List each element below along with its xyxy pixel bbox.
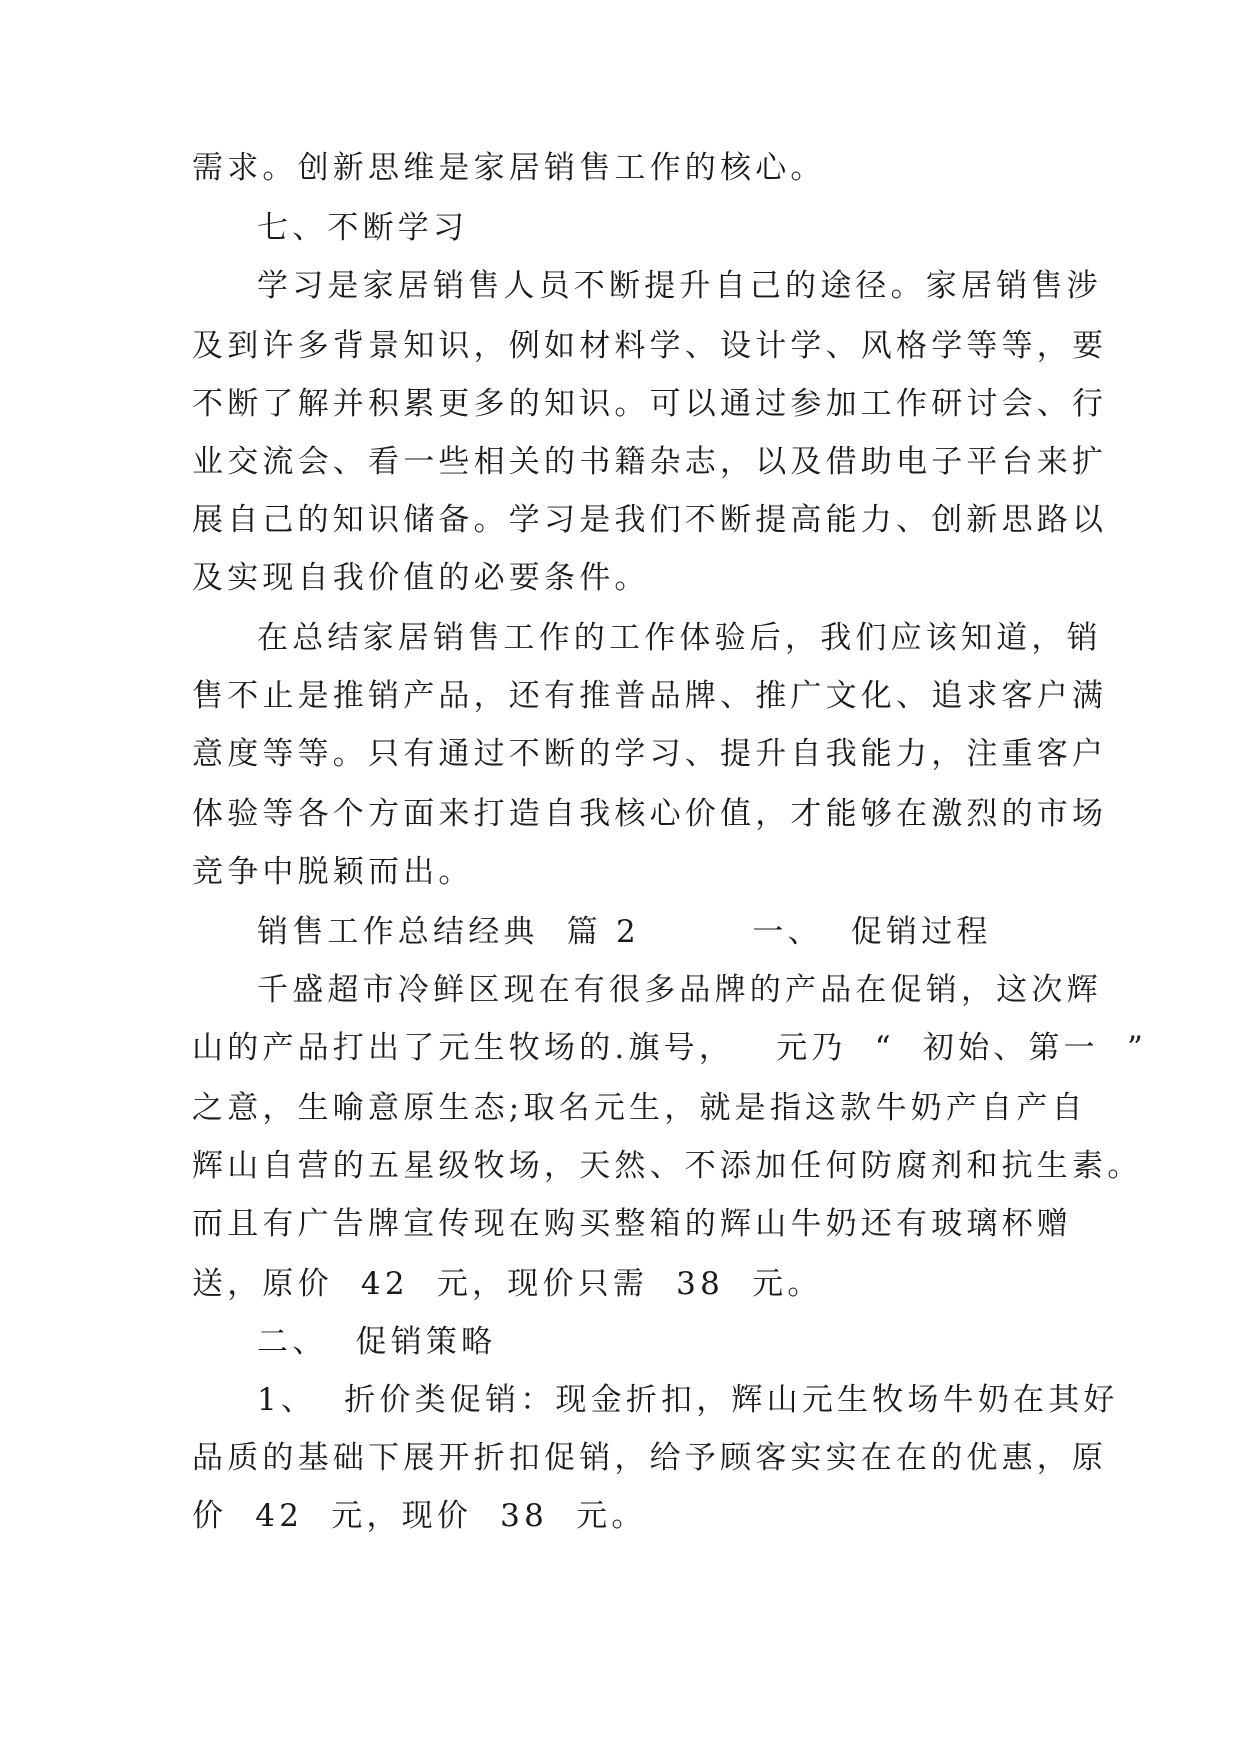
text-line: 价 42 元，现价 38 元。 (192, 1498, 647, 1534)
text-line: 千盛超市冷鲜区现在有很多品牌的产品在促销，这次辉 (257, 972, 1102, 1008)
text-line: 山的产品打出了元生牧场的.旗号， 元乃 “ 初始、第一 ” (192, 1030, 1148, 1066)
text-line: 品质的基础下展开折扣促销，给予顾客实实在在的优惠，原 (192, 1440, 1108, 1476)
text-line: 1、 折价类促销：现金折扣，辉山元生牧场牛奶在其好 (257, 1382, 1119, 1418)
text-line: 学习是家居销售人员不断提升自己的途径。家居销售涉 (257, 268, 1102, 304)
text-line: 在总结家居销售工作的工作体验后，我们应该知道，销 (257, 620, 1102, 656)
text-line: 业交流会、看一些相关的书籍杂志，以及借助电子平台来扩 (192, 444, 1108, 480)
section-heading: 七、不断学习 (257, 210, 469, 246)
text-line: 竞争中脱颖而出。 (192, 854, 474, 890)
text-line: 送，原价 42 元，现价只需 38 元。 (192, 1266, 823, 1302)
text-line: 及实现自我价值的必要条件。 (192, 560, 650, 596)
text-line: 而且有广告牌宣传现在购买整箱的辉山牛奶还有玻璃杯赠 (192, 1206, 1072, 1242)
text-line: 展自己的知识储备。学习是我们不断提高能力、创新思路以 (192, 502, 1108, 538)
text-line: 辉山自营的五星级牧场，天然、不添加任何防腐剂和抗生素。 (192, 1148, 1143, 1184)
text-line: 不断了解并积累更多的知识。可以通过参加工作研讨会、行 (192, 386, 1108, 422)
text-line: 之意，生喻意原生态;取名元生，就是指这款牛奶产自产自 (192, 1090, 1087, 1126)
text-line: 需求。创新思维是家居销售工作的核心。 (192, 150, 826, 186)
text-line: 售不止是推销产品，还有推普品牌、推广文化、追求客户满 (192, 678, 1108, 714)
section-heading: 二、 促销策略 (257, 1324, 497, 1360)
section-heading: 销售工作总结经典 篇 2 一、 促销过程 (257, 914, 992, 950)
text-line: 意度等等。只有通过不断的学习、提升自我能力，注重客户 (192, 736, 1108, 772)
text-line: 体验等各个方面来打造自我核心价值，才能够在激烈的市场 (192, 796, 1108, 832)
text-line: 及到许多背景知识，例如材料学、设计学、风格学等等，要 (192, 328, 1108, 364)
